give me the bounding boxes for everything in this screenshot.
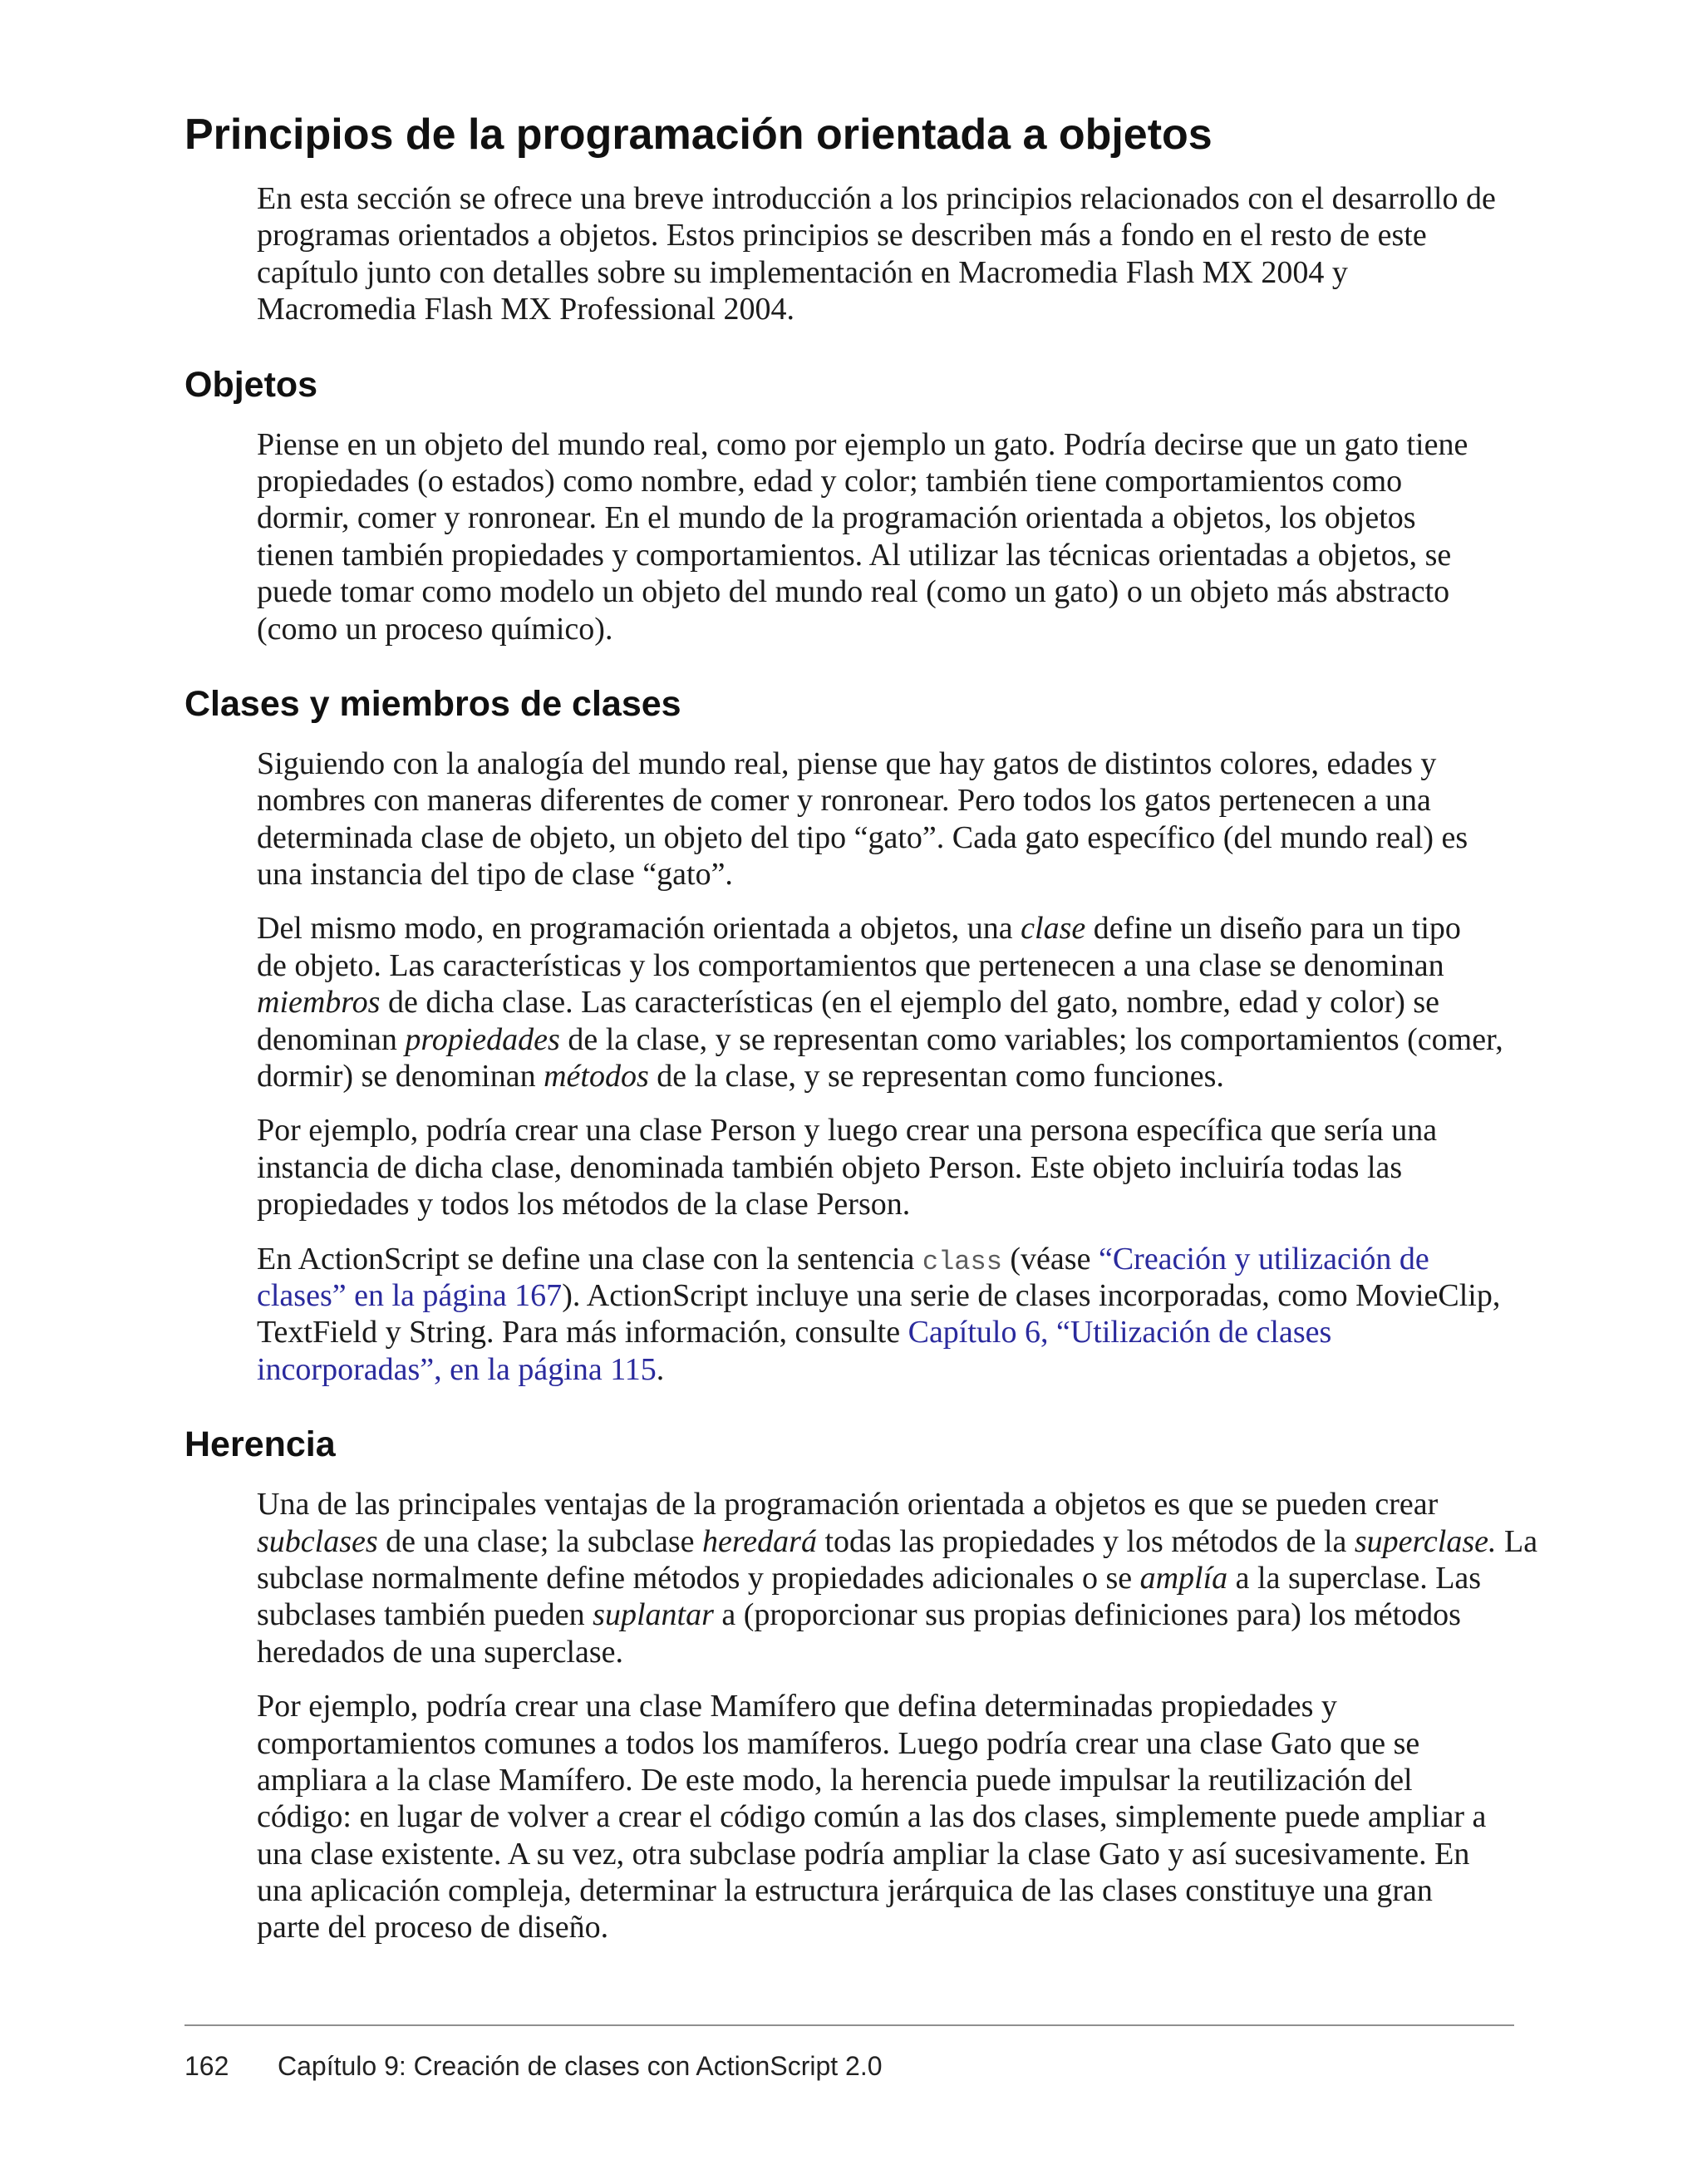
emphasis-text: superclase.: [1354, 1523, 1497, 1559]
text-run: dormir, comer y ronronear. En el mundo de la programación orientada a objetos, los objetos: [257, 500, 1416, 536]
chapter-title: Capítulo 9: Creación de clases con ActionScript 2.0: [278, 2051, 883, 2081]
emphasis-text: subclases: [257, 1523, 378, 1559]
text-run: ampliara a la clase Mamífero. De este modo, la herencia puede impulsar la reutilización del: [257, 1762, 1413, 1798]
text-run: Siguiendo con la analogía del mundo real, piense que hay gatos de distintos colores, edades y: [257, 745, 1437, 781]
text-run: programas orientados a objetos. Estos principios se describen más a fondo en el resto de este: [257, 218, 1427, 253]
text-line: [257, 1277, 1702, 1314]
text-run: En esta sección se ofrece una breve introducción a los principios relacionados con el desarrollo de: [257, 181, 1496, 216]
text-run: de una clase; la subclase: [377, 1523, 703, 1559]
body-paragraph: [257, 745, 1702, 893]
text-line: [257, 1486, 1702, 1522]
body-paragraph: [257, 426, 1702, 647]
text-run: instancia de dicha clase, denominada también objeto Person. Este objeto incluiría todas las: [257, 1149, 1403, 1185]
text-line: [257, 1523, 1702, 1560]
text-run: puede tomar como modelo un objeto del mundo real (como un gato) o un objeto más abstracto: [257, 574, 1450, 610]
body-paragraph: [257, 1112, 1702, 1222]
text-run: Por ejemplo, podría crear una clase Mamífero que defina determinadas propiedades y: [257, 1689, 1337, 1724]
text-line: [257, 1149, 1702, 1186]
text-run: todas las propiedades y los métodos de la: [816, 1523, 1355, 1559]
text-run: parte del proceso de diseño.: [257, 1910, 609, 1945]
text-line: [257, 1351, 1702, 1388]
text-line: [257, 1688, 1702, 1724]
text-run: subclase normalmente define métodos y propiedades adicionales o se: [257, 1560, 1140, 1596]
emphasis-text: propiedades: [405, 1021, 560, 1057]
section-heading: Objetos: [184, 364, 318, 405]
emphasis-text: amplía: [1139, 1560, 1228, 1596]
text-line: [257, 984, 1702, 1021]
body-paragraph: [257, 1688, 1702, 1946]
text-run: a (proporcionar sus propias definiciones para) los métodos: [713, 1597, 1461, 1633]
text-line: [257, 1909, 1702, 1945]
text-run: En ActionScript se define una clase con la sentencia: [257, 1241, 922, 1276]
text-run: subclases también pueden: [257, 1597, 593, 1633]
text-run: Macromedia Flash MX Professional 2004.: [257, 292, 794, 327]
text-line: [257, 910, 1702, 947]
body-paragraph: [257, 910, 1702, 1094]
text-run: Una de las principales ventajas de la programación orientada a objetos es que se pueden crear: [257, 1487, 1439, 1522]
page-number: 162: [184, 2051, 229, 2081]
text-run: ). ActionScript incluye una serie de clases incorporadas, como MovieClip,: [562, 1277, 1501, 1313]
text-run: de dicha clase. Las características (en el ejemplo del gato, nombre, edad y color) se: [380, 985, 1440, 1021]
text-line: [257, 217, 1702, 253]
text-line: [257, 499, 1702, 536]
text-run: Por ejemplo, podría crear una clase Person y luego crear una persona específica que sería una: [257, 1113, 1438, 1149]
text-line: [257, 611, 1702, 647]
text-line: [257, 1560, 1702, 1596]
body-paragraph: [257, 1486, 1702, 1670]
page-footer: [0, 2049, 1702, 2083]
section-heading: Clases y miembros de clases: [184, 683, 681, 724]
text-line: [257, 745, 1702, 782]
text-run: de la clase, y se representan como variables; los comportamientos (comer,: [559, 1021, 1503, 1057]
text-run: de la clase, y se representan como funciones.: [648, 1059, 1224, 1094]
code-keyword: class: [922, 1246, 1002, 1277]
text-run: Piense en un objeto del mundo real, como por ejemplo un gato. Podría decirse que un gato tiene: [257, 426, 1468, 462]
emphasis-text: suplantar: [593, 1597, 714, 1633]
text-line: [257, 291, 1702, 327]
cross-reference-link[interactable]: incorporadas”, en la página 115: [257, 1351, 657, 1387]
text-run: una instancia del tipo de clase “gato”.: [257, 857, 733, 893]
emphasis-text: clase: [1021, 911, 1086, 947]
text-run: una clase existente. A su vez, otra subclase podría ampliar la clase Gato y así sucesivamente. En: [257, 1836, 1470, 1872]
text-run: a la superclase. Las: [1227, 1560, 1482, 1596]
text-run: de objeto. Las características y los comportamientos que pertenecen a una clase se denominan: [257, 947, 1444, 983]
body-paragraph: [257, 180, 1702, 328]
document-page-body: [0, 109, 1702, 1946]
text-line: [257, 1112, 1702, 1149]
emphasis-text: métodos: [544, 1059, 649, 1094]
text-line: [257, 782, 1702, 819]
text-line: [257, 1314, 1702, 1350]
section-heading: Herencia: [184, 1424, 336, 1465]
emphasis-text: heredará: [702, 1523, 817, 1559]
text-run: TextField y String. Para más información, consulte: [257, 1315, 908, 1350]
text-line: [257, 856, 1702, 893]
cross-reference-link[interactable]: “Creación y utilización de: [1098, 1241, 1429, 1276]
text-run: dormir) se denominan: [257, 1059, 544, 1094]
text-run: La: [1496, 1523, 1538, 1559]
text-line: [257, 1021, 1702, 1058]
text-run: denominan: [257, 1021, 406, 1057]
text-run: (véase: [1001, 1241, 1099, 1276]
text-run: Del mismo modo, en programación orientada a objetos, una: [257, 911, 1021, 947]
text-line: [257, 1798, 1702, 1835]
text-run: determinada clase de objeto, un objeto del tipo “gato”. Cada gato específico (del mundo real) es: [257, 819, 1468, 855]
text-line: [257, 1872, 1702, 1909]
text-line: [257, 254, 1702, 291]
text-line: [257, 1241, 1702, 1277]
text-line: [257, 1186, 1702, 1222]
text-line: [257, 573, 1702, 610]
text-line: [257, 1058, 1702, 1094]
cross-reference-link[interactable]: Capítulo 6, “Utilización de clases: [908, 1315, 1332, 1350]
emphasis-text: miembros: [257, 985, 381, 1021]
text-run: propiedades (o estados) como nombre, edad y color; también tiene comportamientos como: [257, 463, 1403, 499]
text-run: una aplicación compleja, determinar la estructura jerárquica de las clases constituye una gran: [257, 1873, 1433, 1909]
body-paragraph: [257, 1241, 1702, 1389]
text-line: [257, 947, 1702, 984]
text-run: define un diseño para un tipo: [1085, 911, 1461, 947]
text-line: [257, 819, 1702, 856]
text-line: [257, 1725, 1702, 1762]
cross-reference-link[interactable]: clases” en la página 167: [257, 1277, 563, 1313]
footer-rule: [184, 2024, 1514, 2026]
text-run: (como un proceso químico).: [257, 611, 613, 647]
text-line: [257, 1596, 1702, 1633]
page-title: Principios de la programación orientada a objetos: [184, 111, 1213, 159]
text-line: [257, 426, 1702, 463]
text-run: .: [656, 1351, 665, 1387]
text-run: capítulo junto con detalles sobre su implementación en Macromedia Flash MX 2004 y: [257, 254, 1348, 290]
text-run: código: en lugar de volver a crear el código común a las dos clases, simplemente puede ampliar a: [257, 1799, 1487, 1835]
text-line: [257, 1762, 1702, 1798]
text-run: comportamientos comunes a todos los mamíferos. Luego podría crear una clase Gato que se: [257, 1725, 1420, 1761]
text-line: [257, 1836, 1702, 1872]
text-line: [257, 463, 1702, 499]
text-run: tienen también propiedades y comportamientos. Al utilizar las técnicas orientadas a objetos, se: [257, 537, 1452, 573]
text-run: nombres con maneras diferentes de comer y ronronear. Pero todos los gatos pertenecen a una: [257, 783, 1431, 819]
text-run: heredados de una superclase.: [257, 1634, 624, 1670]
text-run: propiedades y todos los métodos de la clase Person.: [257, 1187, 911, 1222]
text-line: [257, 537, 1702, 573]
text-line: [257, 180, 1702, 217]
text-line: [257, 1634, 1702, 1670]
